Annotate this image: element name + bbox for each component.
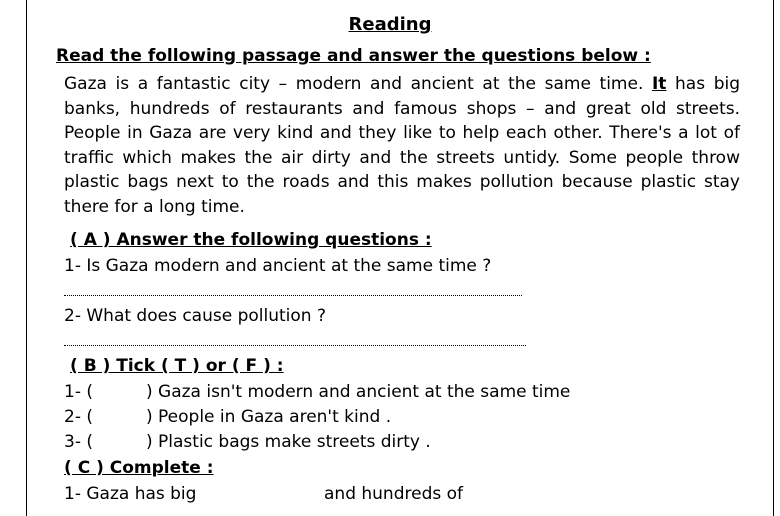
tick-item-1-text: ) Gaza isn't modern and ancient at the same time (146, 382, 571, 402)
instruction-heading: Read the following passage and answer the questions below : (56, 46, 651, 66)
section-c-heading: ( C ) Complete : (64, 458, 214, 478)
answer-line-1[interactable] (64, 295, 522, 296)
question-1: 1- Is Gaza modern and ancient at the same time ? (64, 256, 492, 276)
section-a-heading: ( A ) Answer the following questions : (70, 230, 432, 250)
question-2: 2- What does cause pollution ? (64, 306, 326, 326)
complete-line-1-start: 1- Gaza has big (64, 484, 197, 504)
tick-item-3-text: ) Plastic bags make streets dirty . (146, 432, 431, 452)
complete-line-1-middle: and hundreds of (324, 484, 464, 504)
tick-item-2-number[interactable]: 2- ( (64, 407, 93, 427)
answer-line-2[interactable] (64, 345, 526, 346)
tick-item-2-text: ) People in Gaza aren't kind . (146, 407, 392, 427)
passage-text-2: has big banks, hundreds of restaurants and famous shops – and great old streets. People in Gaza are very kind and they like to help each other. There's a lot of traffic which makes the air dirty and the streets untidy. Some people throw plastic bags next to the roads and this makes pollution because plastic stay there for a long time. (64, 74, 741, 217)
tick-item-1-number[interactable]: 1- ( (64, 382, 93, 402)
reading-passage (64, 72, 740, 220)
page-title: Reading (348, 14, 432, 35)
passage-reference-word: It (651, 74, 667, 94)
tick-item-3-number[interactable]: 3- ( (64, 432, 93, 452)
passage-text-1: Gaza is a fantastic city – modern and ancient at the same time. (64, 74, 652, 94)
section-b-heading: ( B ) Tick ( T ) or ( F ) : (70, 356, 284, 376)
